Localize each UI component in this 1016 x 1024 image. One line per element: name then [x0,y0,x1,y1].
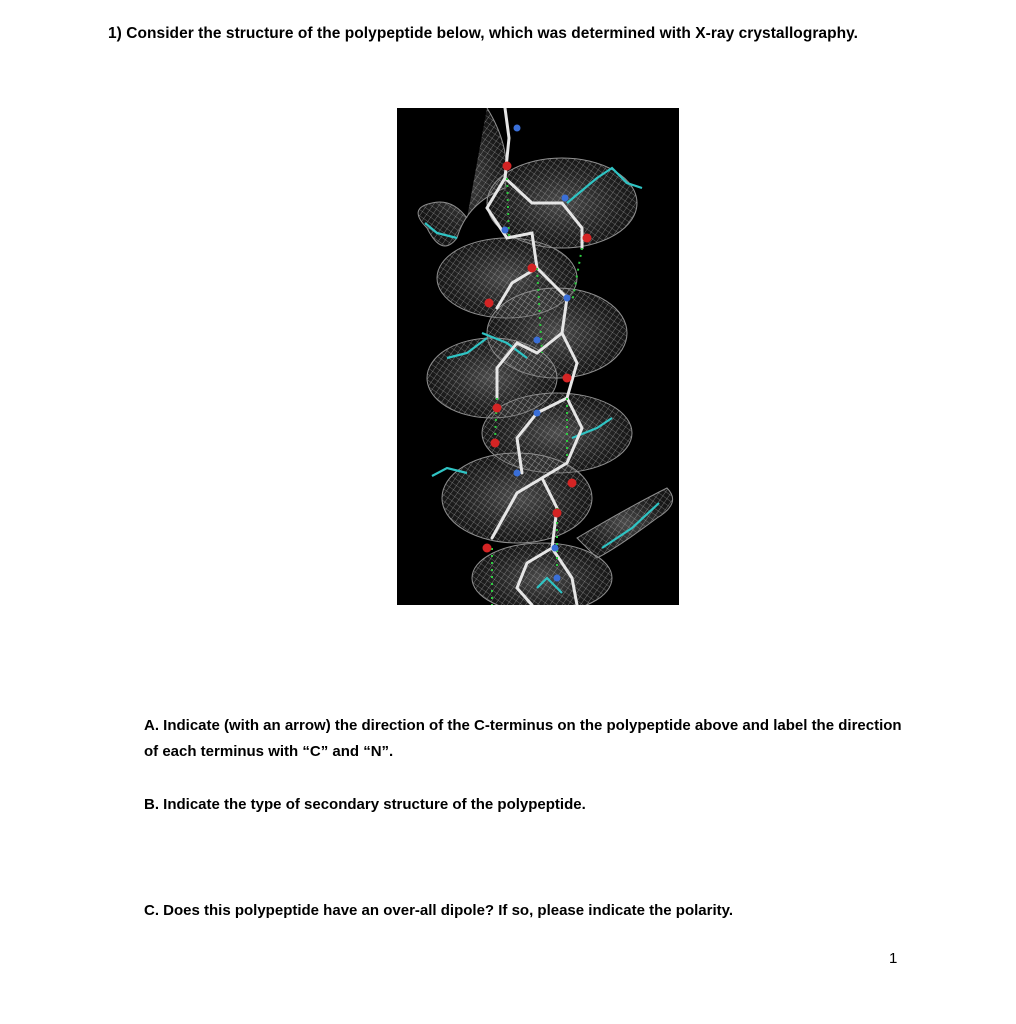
question-title: 1) Consider the structure of the polypeptide below, which was determined with X-ray crystallography. [108,25,858,42]
question-part-b: B. Indicate the type of secondary structure of the polypeptide. [144,796,586,813]
crystallography-figure [397,108,679,605]
question-part-a: A. Indicate (with an arrow) the direction of the C-terminus on the polypeptide above and label the direction of each terminus with “C” and “N”. [144,717,902,760]
page-number: 1 [889,950,898,967]
electron-density-map [397,108,679,605]
question-part-c: C. Does this polypeptide have an over-all dipole? If so, please indicate the polarity. [144,902,734,919]
